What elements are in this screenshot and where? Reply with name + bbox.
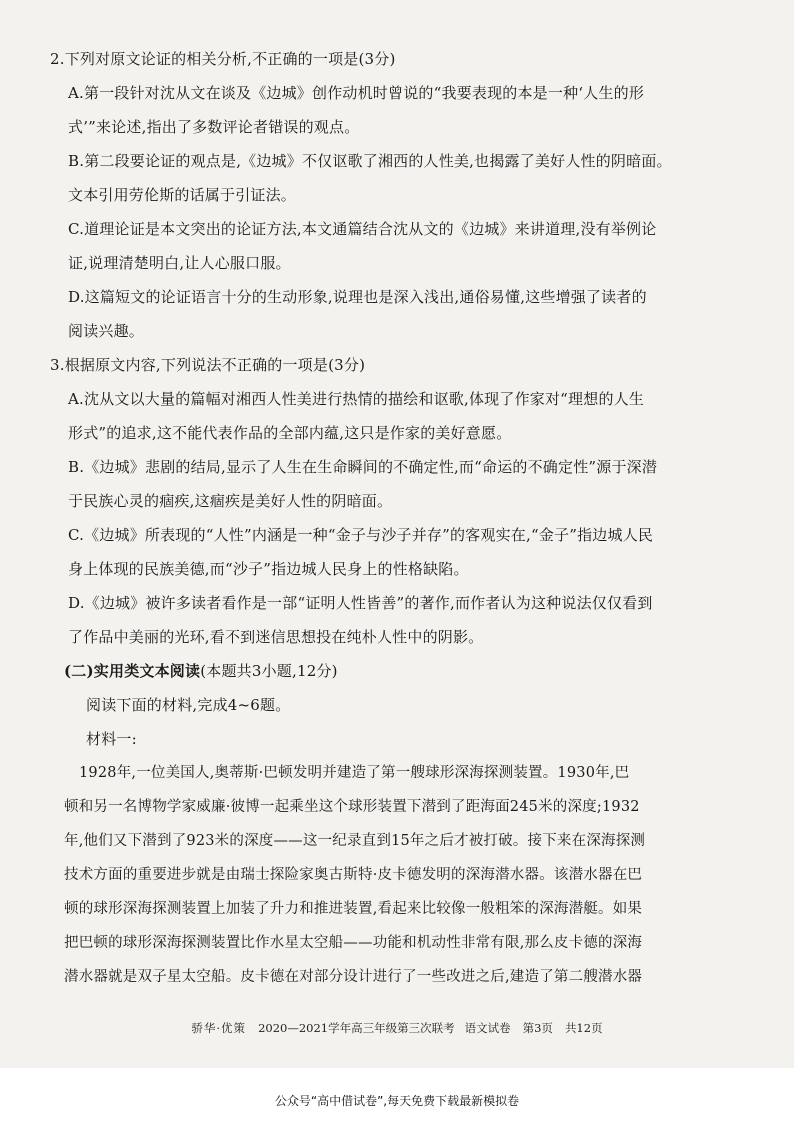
question-3-option-d: D.《边城》被许多读者看作是一部“证明人性皆善”的著作,而作者认为这种说法仅仅看到 了作品中美丽的光环,看不到迷信思想投在纯朴人性中的阴影。: [68, 594, 653, 646]
question-3-option-a: A.沈从文以大量的篇幅对湘西人性美进行热情的描绘和讴歌,体现了作家对“理想的人生 形式”的追求,这不能代表作品的全部内蕴,这只是作家的美好意愿。: [68, 390, 645, 442]
question-2-option-b: B.第二段要论证的观点是,《边城》不仅讴歌了湘西的人性美,也揭露了美好人性的阴暗面。 文本引用劳伦斯的话属于引证法。: [68, 152, 672, 204]
question-2: [50, 42, 720, 348]
section-title: (二)实用类文本阅读: [64, 662, 201, 680]
passage-line: 顿和另一名博物学家威廉·彼博一起乘坐这个球形装置下潜到了距海面245米的深度;1932: [64, 799, 640, 815]
footer-page: 第3页: [522, 1021, 553, 1035]
question-2-option-a: A.第一段针对沈从文在谈及《边城》创作动机时曾说的“我要表现的本是一种‘人生的形 式’”来论述,指出了多数评论者错误的观点。: [68, 84, 645, 136]
question-3-option-c: C.《边城》所表现的“人性”内涵是一种“金子与沙子并存”的客观实在,“金子”指边城人民 身上体现的民族美德,而“沙子”指边城人民身上的性格缺陷。: [68, 526, 654, 578]
passage-line: 1928年,一位美国人,奥蒂斯·巴顿发明并建造了第一艘球形深海探测装置。1930年,巴: [79, 765, 630, 781]
question-3-option-b: B.《边城》悲剧的结局,显示了人生在生命瞬间的不确定性,而“命运的不确定性”源于深潜 于民族心灵的痼疾,这痼疾是美好人性的阴暗面。: [68, 458, 658, 510]
section-heading: [64, 654, 720, 688]
question-3-stem: 3.根据原文内容,下列说法不正确的一项是(3分): [50, 356, 366, 374]
section-note: (本题共3小题,12分): [200, 662, 338, 680]
passage-line: 顿的球形深海探测装置上加装了升力和推进装置,看起来比较像一般粗笨的深海潜艇。如果: [64, 901, 643, 917]
footer-total: 共12页: [564, 1021, 603, 1035]
question-3: [50, 348, 720, 654]
exam-content: [50, 42, 720, 994]
section-instruction: 阅读下面的材料,完成4~6题。: [86, 696, 291, 714]
passage-line: 年,他们又下潜到了923米的深度——这一纪录直到15年之后才被打破。接下来在深海探测: [64, 833, 646, 849]
question-2-stem: 2.下列对原文论证的相关分析,不正确的一项是(3分): [50, 50, 396, 68]
passage-line: 技术方面的重要进步就是由瑞士探险家奥古斯特·皮卡德发明的深海潜水器。该潜水器在巴: [64, 867, 643, 883]
question-2-option-d: D.这篇短文的论证语言十分的生动形象,说理也是深入浅出,通俗易懂,这些增强了读者的 阅读兴趣。: [68, 288, 647, 340]
page-footer: [0, 1020, 794, 1036]
passage-line: 潜水器就是双子星太空船。皮卡德在对部分设计进行了一些改进之后,建造了第二艘潜水器: [64, 969, 643, 985]
passage-line: 把巴顿的球形深海探测装置比作水星太空船——功能和机动性非常有限,那么皮卡德的深海: [64, 935, 643, 951]
question-2-option-c: C.道理论证是本文突出的论证方法,本文通篇结合沈从文的《边城》来讲道理,没有举例论 证,说理清楚明白,让人心服口服。: [68, 220, 657, 272]
bottom-note: 公众号“高中借试卷”,每天免费下载最新模拟卷: [274, 1094, 520, 1108]
material-passage: [50, 756, 720, 994]
footer-subject: 语文试卷: [464, 1021, 511, 1035]
material-title: 材料一:: [86, 730, 137, 748]
footer-brand: 骄华·优策: [191, 1021, 247, 1035]
footer-exam: 2020—2021学年高三年级第三次联考: [258, 1021, 455, 1035]
